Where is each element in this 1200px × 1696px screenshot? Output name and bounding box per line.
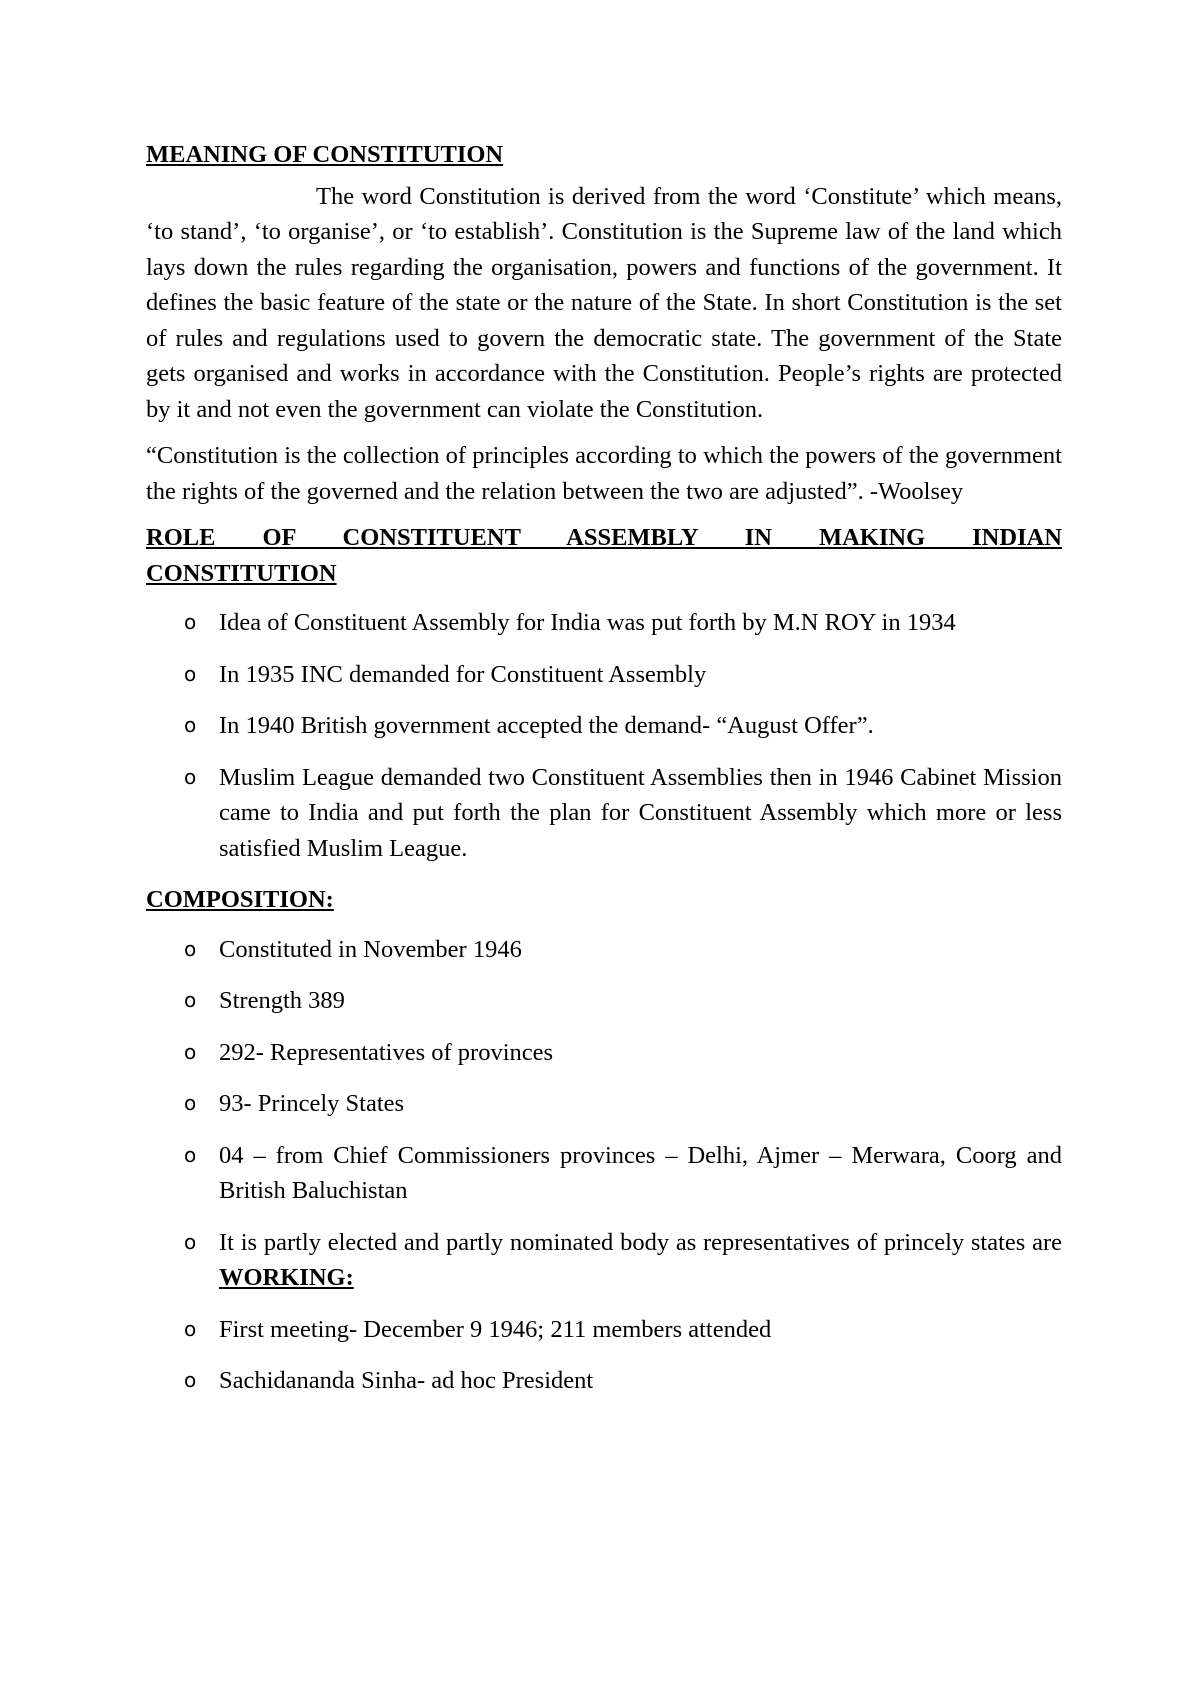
- document-page: [146, 137, 1062, 1415]
- heading-role-line-1: ROLE OF CONSTITUENT ASSEMBLY IN MAKING INDIAN: [146, 524, 1062, 551]
- list-item: o It is partly elected and partly nominated body as representatives of princely states are WORKING:: [146, 1225, 1062, 1296]
- bullet-marker: o: [184, 661, 197, 686]
- bullet-marker: o: [184, 764, 197, 789]
- bullet-marker: o: [184, 1316, 197, 1341]
- list-item: o Muslim League demanded two Constituent Assemblies then in 1946 Cabinet Mission came to India and put forth the plan for Constituent Assembly which more or less satisfied Muslim League.: [146, 760, 1062, 867]
- heading-role-line-2: CONSTITUTION: [146, 559, 337, 587]
- list-item: o Sachidananda Sinha- ad hoc President: [146, 1363, 1062, 1399]
- heading-composition: COMPOSITION:: [146, 886, 334, 913]
- bullet-marker: o: [184, 1229, 197, 1254]
- role-list: [146, 605, 1062, 866]
- bullet-marker: o: [184, 713, 197, 737]
- list-item: o 93- Princely States: [146, 1086, 1062, 1122]
- heading-working: WORKING:: [219, 1264, 354, 1291]
- heading-meaning-of-constitution: MEANING OF CONSTITUTION: [146, 141, 504, 168]
- heading-role-of-constituent-assembly: [146, 520, 1062, 591]
- list-item: o 04 – from Chief Commissioners provinces – Delhi, Ajmer – Merwara, Coorg and British Baluchistan: [146, 1138, 1062, 1209]
- list-item: o Idea of Constituent Assembly for India was put forth by M.N ROY in 1934: [146, 605, 1062, 641]
- list-item: o In 1935 INC demanded for Constituent Assembly: [146, 657, 1062, 693]
- bullet-marker: o: [184, 1142, 197, 1167]
- bullet-marker: o: [184, 1091, 197, 1115]
- paragraph-constitution-definition: The word Constitution is derived from the word ‘Constitute’ which means, ‘to stand’, ‘to organise’, or ‘to establish’. Constitution is the Supreme law of the land which lays down the rules regarding the organisation, powers and functions of the government. It defines the basic feature of the state or the nature of the State. In short Constitution is the set of rules and regulations used to govern the democratic state. The government of the State gets organised and works in accordance with the Constitution. People’s rights are protected by it and not even the government can violate the Constitution.: [146, 182, 1062, 423]
- list-item: o 292- Representatives of provinces: [146, 1035, 1062, 1071]
- bullet-marker: o: [184, 936, 197, 961]
- list-item: o Strength 389: [146, 983, 1062, 1019]
- composition-list: [146, 932, 1062, 1399]
- list-item: o First meeting- December 9 1946; 211 members attended: [146, 1312, 1062, 1348]
- paragraph-woolsey-quote: “Constitution is the collection of principles according to which the powers of the government the rights of the governed and the relation between the two are adjusted”. -Woolsey: [146, 442, 1062, 505]
- list-item: o In 1940 British government accepted the demand- “August Offer”.: [146, 708, 1062, 744]
- bullet-marker: o: [184, 610, 197, 634]
- bullet-marker: o: [184, 1368, 197, 1392]
- bullet-marker: o: [184, 988, 197, 1012]
- list-item: o Constituted in November 1946: [146, 932, 1062, 968]
- bullet-marker: o: [184, 1039, 197, 1064]
